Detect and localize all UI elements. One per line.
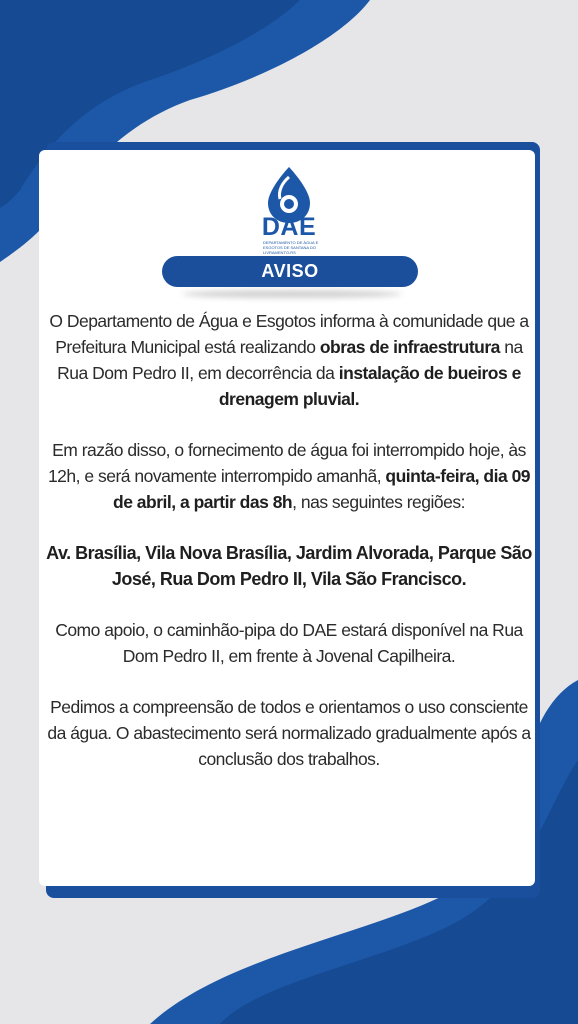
p2-text-c: , nas seguintes regiões: (292, 492, 465, 512)
paragraph-5: Pedimos a compreensão de todos e orientamos o uso consciente da água. O abastecimento será normalizado gradualmente após a conclusão dos trabalhos. (47, 697, 531, 769)
p1-text-a: O Departamento de Água e Esgotos informa à comunidade que a Prefeitura Municipal está realizando (49, 311, 529, 357)
p2-bold-b: quinta-feira, dia 09 de abril, a partir das 8h (113, 466, 531, 512)
p1-text-c: na Rua Dom Pedro II, em decorrência da (57, 337, 523, 383)
aviso-banner: AVISO (162, 256, 418, 287)
paragraph-2 (44, 437, 534, 515)
logo-title: DAE (261, 213, 317, 241)
p2-text-a: Em razão disso, o fornecimento de água foi interrompido hoje, às 12h, e será novamente interrompido amanhã, (47, 440, 526, 486)
paragraph-4: Como apoio, o caminhão-pipa do DAE estará disponível na Rua Dom Pedro II, em frente à Jovenal Capilheira. (55, 620, 523, 666)
p1-bold-b: obras de infraestrutura (319, 337, 500, 357)
logo-subtitle: DEPARTAMENTO DE ÁGUA E ESGOTOS DE SANTANA DO LIVRAMENTO-RS (263, 240, 319, 255)
regions-list (44, 540, 534, 592)
notice-body (44, 308, 534, 797)
p1-bold-d: instalação de bueiros e drenagem pluvial. (218, 363, 521, 409)
paragraph-1 (44, 308, 534, 412)
aviso-shadow (182, 290, 402, 298)
regions-text: Av. Brasília, Vila Nova Brasília, Jardim Alvorada, Parque São José, Rua Dom Pedro II, Vila São Francisco. (46, 543, 532, 589)
